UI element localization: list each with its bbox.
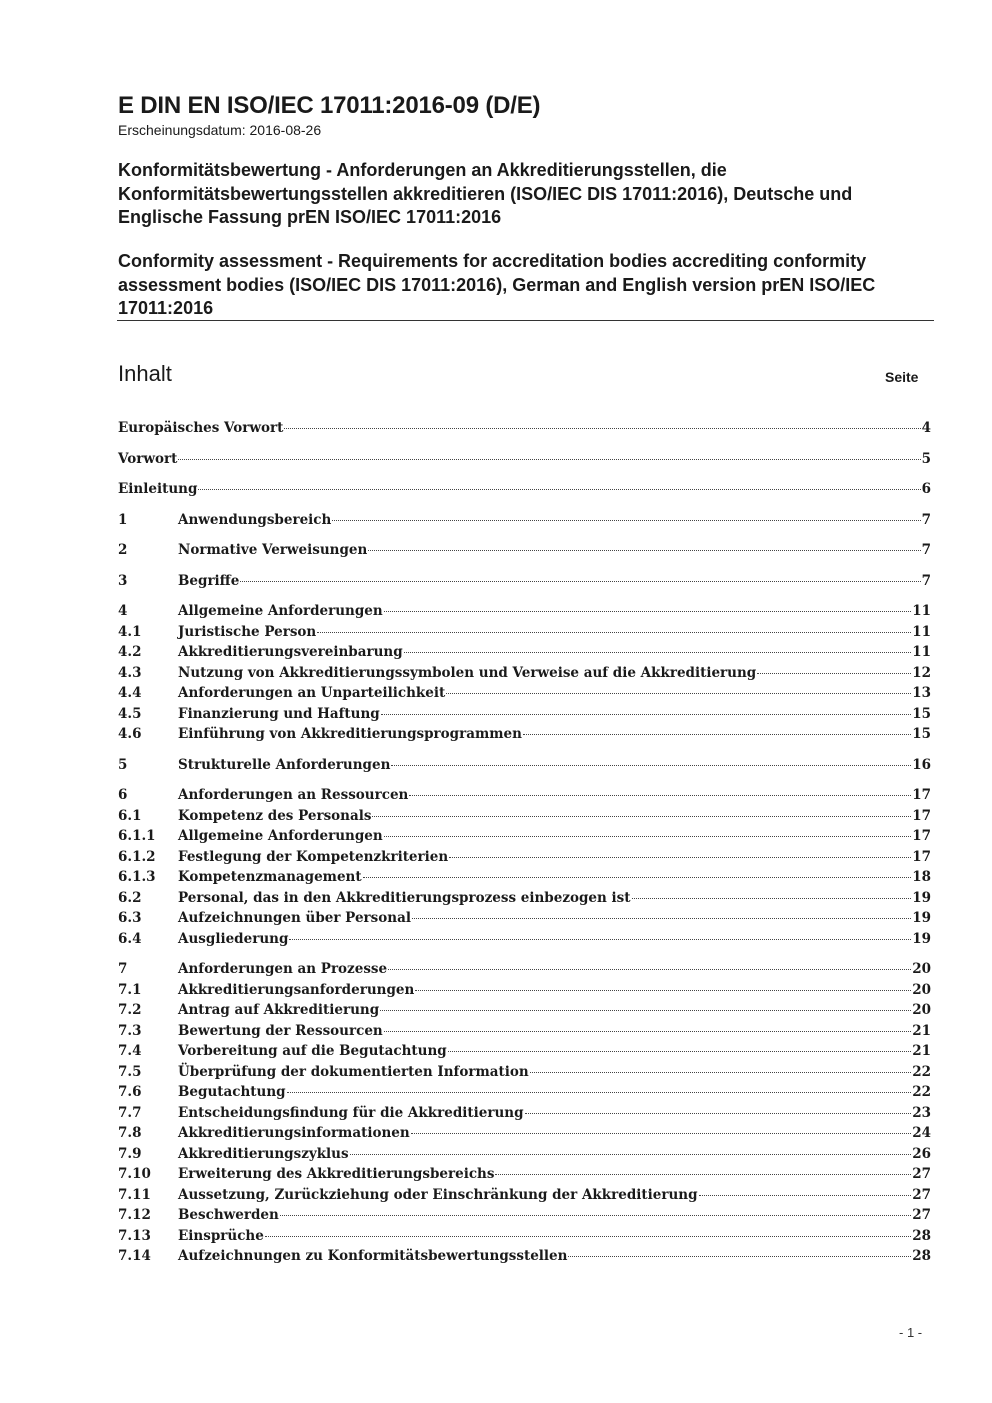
toc-entry-page: 11 [912,603,931,619]
toc-entry-number: 7 [118,961,128,977]
toc-entry-number: 7.7 [118,1104,142,1121]
toc-entry-page: 27 [912,1166,931,1182]
toc-dot-leader [757,672,911,674]
toc-entry-page: 4 [921,420,931,436]
page-number: - 1 - [899,1325,923,1340]
toc-entry-title: Kompetenz des Personals [178,807,372,824]
toc-entry-number: 7.14 [118,1248,151,1264]
toc-dot-leader [495,1173,911,1175]
toc-entry-title: Antrag auf Akkreditierung [178,1002,380,1018]
toc-dot-leader [568,1255,911,1257]
toc-entry-page: 18 [912,869,931,885]
toc-dot-leader [391,764,911,766]
toc-entry-title: Entscheidungsfindung für die Akkreditierung [178,1104,524,1121]
toc-entry-title: Anforderungen an Ressourcen [178,787,409,803]
toc-dot-leader [240,580,920,582]
toc-entry-page: 23 [912,1104,931,1121]
toc-entry[interactable] [118,683,931,704]
toc-entry-page: 7 [921,511,931,528]
toc-entry-title: Beschwerden [178,1207,279,1223]
toc-entry-number: 6.1 [118,807,142,824]
toc-entry-page: 12 [912,664,931,681]
toc-dot-leader [265,1235,911,1237]
toc-entry-number: 6.1.2 [118,848,156,865]
toc-entry-title: Aufzeichnungen über Personal [178,910,411,926]
toc-entry-page: 19 [912,889,931,906]
toc-entry-page: 21 [912,1022,931,1039]
toc-entry[interactable] [118,826,931,847]
toc-entry-number: 7.4 [118,1043,142,1059]
toc-entry[interactable] [118,847,931,868]
toc-entry-number: 6.2 [118,889,142,906]
toc-entry-number: 5 [118,756,128,773]
toc-entry-page: 28 [912,1248,931,1264]
table-of-contents [118,418,931,1267]
toc-entry[interactable] [118,785,931,806]
toc-dot-leader [409,794,911,796]
toc-entry-title: Kompetenzmanagement [178,869,362,885]
toc-entry-title: Strukturelle Anforderungen [178,756,391,773]
toc-entry-title: Anwendungsbereich [178,511,332,528]
toc-entry-title: Allgemeine Anforderungen [178,828,383,844]
toc-entry-page: 24 [912,1125,931,1141]
toc-entry-title: Allgemeine Anforderungen [178,603,383,619]
toc-entry[interactable] [118,806,931,827]
toc-entry[interactable] [118,724,931,745]
toc-entry-page: 17 [912,787,931,803]
toc-entry[interactable] [118,1185,931,1206]
toc-entry-title: Aussetzung, Zurückziehung oder Einschränkung der Akkreditierung [178,1186,698,1203]
toc-entry[interactable] [118,1021,931,1042]
toc-dot-leader [289,938,911,940]
toc-entry[interactable] [118,1144,931,1165]
toc-entry-title: Finanzierung und Haftung [178,705,380,722]
toc-entry[interactable] [118,755,931,776]
toc-entry-number: 4 [118,603,128,619]
toc-entry[interactable] [118,959,931,980]
toc-dot-leader [287,1091,912,1093]
toc-entry-number: 7.8 [118,1125,142,1141]
toc-entry-page: 21 [912,1043,931,1059]
toc-dot-leader [381,713,911,715]
toc-dot-leader [632,897,912,899]
toc-entry-number: 7.3 [118,1022,142,1039]
toc-entry-title: Einsprüche [178,1227,264,1244]
toc-entry-title: Begriffe [178,572,240,589]
toc-page-column-label: Seite [885,369,919,385]
toc-entry-number: 4.5 [118,705,142,722]
toc-dot-leader [380,1009,911,1011]
toc-entry-title: Anforderungen an Prozesse [178,961,388,977]
toc-entry-title: Akkreditierungsvereinbarung [178,644,403,660]
toc-entry-title: Normative Verweisungen [178,542,368,558]
toc-entry-number: 6.3 [118,910,142,926]
toc-entry-title: Einleitung [118,481,198,497]
toc-entry-number: 6 [118,787,128,803]
toc-entry-page: 11 [912,623,931,640]
toc-dot-leader [384,610,912,612]
toc-entry-page: 27 [912,1186,931,1203]
toc-entry-number: 4.1 [118,623,142,640]
publication-date: Erscheinungsdatum: 2016-08-26 [118,122,322,138]
toc-entry-title: Akkreditierungsinformationen [178,1125,410,1141]
toc-dot-leader [388,968,911,970]
toc-dot-leader [412,917,911,919]
title-divider [117,320,934,321]
toc-entry-page: 15 [912,726,931,742]
toc-dot-leader [415,989,911,991]
toc-dot-leader [523,733,911,735]
toc-entry[interactable] [118,571,931,592]
toc-entry-number: 7.2 [118,1002,142,1018]
toc-entry[interactable] [118,980,931,1001]
toc-dot-leader [284,427,920,429]
toc-dot-leader [363,876,912,878]
toc-entry[interactable] [118,449,931,470]
document-title-german: Konformitätsbewertung - Anforderungen an Akkreditierungsstellen, die Konformitätsbewertungsstellen akkreditieren (ISO/IEC DIS 17011:2016), Deutsche und Englische Fassung prEN ISO/IEC 17011:2016 [118,160,853,227]
toc-dot-leader [446,692,911,694]
toc-entry[interactable] [118,642,931,663]
toc-entry-title: Akkreditierungszyklus [178,1145,349,1162]
toc-entry-title: Vorbereitung auf die Begutachtung [178,1043,447,1059]
toc-entry-page: 17 [912,828,931,844]
toc-dot-leader [411,1132,912,1134]
toc-entry-title: Begutachtung [178,1084,286,1100]
toc-entry-page: 20 [912,1002,931,1018]
toc-entry-number: 7.9 [118,1145,142,1162]
toc-dot-leader [384,1030,911,1032]
toc-entry[interactable] [118,908,931,929]
toc-entry-number: 4.2 [118,644,142,660]
toc-entry[interactable] [118,1164,931,1185]
toc-entry-number: 7.11 [118,1186,151,1203]
toc-entry[interactable] [118,540,931,561]
toc-dot-leader [317,631,911,633]
toc-entry[interactable] [118,1246,931,1267]
toc-entry[interactable] [118,1205,931,1226]
toc-entry-number: 6.1.1 [118,828,156,844]
toc-entry-title: Juristische Person [178,623,317,640]
toc-entry-title: Anforderungen an Unparteilichkeit [178,685,446,701]
toc-entry-number: 7.1 [118,981,142,998]
toc-entry-number: 7.10 [118,1166,151,1182]
toc-entry-title: Überprüfung der dokumentierten Information [178,1063,529,1080]
toc-entry-title: Nutzung von Akkreditierungssymbolen und Verweise auf die Akkreditierung [178,664,757,681]
toc-dot-leader [699,1194,912,1196]
toc-dot-leader [368,549,920,551]
toc-dot-leader [404,651,912,653]
toc-entry-number: 7.5 [118,1063,142,1080]
toc-entry-title: Aufzeichnungen zu Konformitätsbewertungsstellen [178,1248,568,1264]
toc-dot-leader [448,1050,911,1052]
toc-entry[interactable] [118,1226,931,1247]
toc-entry-page: 19 [912,910,931,926]
toc-entry[interactable] [118,888,931,909]
toc-entry[interactable] [118,510,931,531]
toc-entry-page: 27 [912,1207,931,1223]
toc-entry[interactable] [118,867,931,888]
toc-entry-page: 22 [912,1084,931,1100]
toc-entry[interactable] [118,418,931,439]
toc-dot-leader [525,1112,912,1114]
toc-entry[interactable] [118,929,931,950]
toc-entry[interactable] [118,1103,931,1124]
toc-dot-leader [372,815,911,817]
toc-entry-title: Einführung von Akkreditierungsprogrammen [178,726,522,742]
toc-entry[interactable] [118,479,931,500]
toc-heading: Inhalt [118,361,172,386]
toc-dot-leader [384,835,912,837]
document-title-english: Conformity assessment - Requirements for accreditation bodies accrediting conformity assessment bodies (ISO/IEC DIS 17011:2016), German and English version prEN ISO/IEC 17011:2016 [118,251,876,318]
document-designation: E DIN EN ISO/IEC 17011:2016-09 (D/E) [118,92,541,119]
toc-entry-page: 28 [912,1227,931,1244]
toc-entry-page: 26 [912,1145,931,1162]
toc-entry-page: 22 [912,1063,931,1080]
toc-entry-number: 7.6 [118,1084,142,1100]
toc-dot-leader [332,519,920,521]
toc-entry-page: 20 [912,961,931,977]
toc-entry-page: 6 [921,481,931,497]
toc-entry-title: Akkreditierungsanforderungen [178,981,415,998]
toc-entry-page: 17 [912,807,931,824]
toc-dot-leader [280,1214,911,1216]
toc-entry[interactable] [118,601,931,622]
toc-entry-title: Bewertung der Ressourcen [178,1022,383,1039]
toc-dot-leader [178,458,920,460]
toc-entry-title: Ausgliederung [178,930,289,947]
toc-dot-leader [350,1153,912,1155]
toc-dot-leader [198,488,920,490]
toc-entry-title: Erweiterung des Akkreditierungsbereichs [178,1166,495,1182]
toc-entry-page: 16 [912,756,931,773]
toc-entry[interactable] [118,663,931,684]
toc-entry-number: 3 [118,572,128,589]
toc-entry-title: Europäisches Vorwort [118,420,284,436]
toc-entry-number: 2 [118,542,128,558]
toc-entry-number: 7.12 [118,1207,151,1223]
toc-entry[interactable] [118,704,931,725]
toc-entry-number: 4.3 [118,664,142,681]
toc-entry-page: 7 [921,542,931,558]
toc-entry-page: 20 [912,981,931,998]
toc-entry[interactable] [118,1062,931,1083]
toc-dot-leader [530,1071,912,1073]
toc-entry-page: 5 [921,450,931,467]
toc-entry[interactable] [118,1082,931,1103]
toc-entry-page: 7 [921,572,931,589]
toc-entry-title: Festlegung der Kompetenzkriterien [178,848,449,865]
toc-entry-page: 19 [912,930,931,947]
toc-entry-number: 4.4 [118,685,142,701]
toc-entry-title: Personal, das in den Akkreditierungsprozess einbezogen ist [178,889,631,906]
toc-entry[interactable] [118,622,931,643]
toc-entry[interactable] [118,1041,931,1062]
toc-entry-number: 6.1.3 [118,869,156,885]
toc-entry-title: Vorwort [118,450,178,467]
toc-entry-page: 17 [912,848,931,865]
toc-entry[interactable] [118,1123,931,1144]
toc-entry-page: 15 [912,705,931,722]
toc-entry-page: 11 [912,644,931,660]
toc-entry-page: 13 [912,685,931,701]
toc-dot-leader [449,856,911,858]
toc-entry-number: 1 [118,511,128,528]
toc-entry-number: 7.13 [118,1227,151,1244]
toc-entry[interactable] [118,1000,931,1021]
toc-entry-number: 4.6 [118,726,142,742]
toc-entry-number: 6.4 [118,930,142,947]
